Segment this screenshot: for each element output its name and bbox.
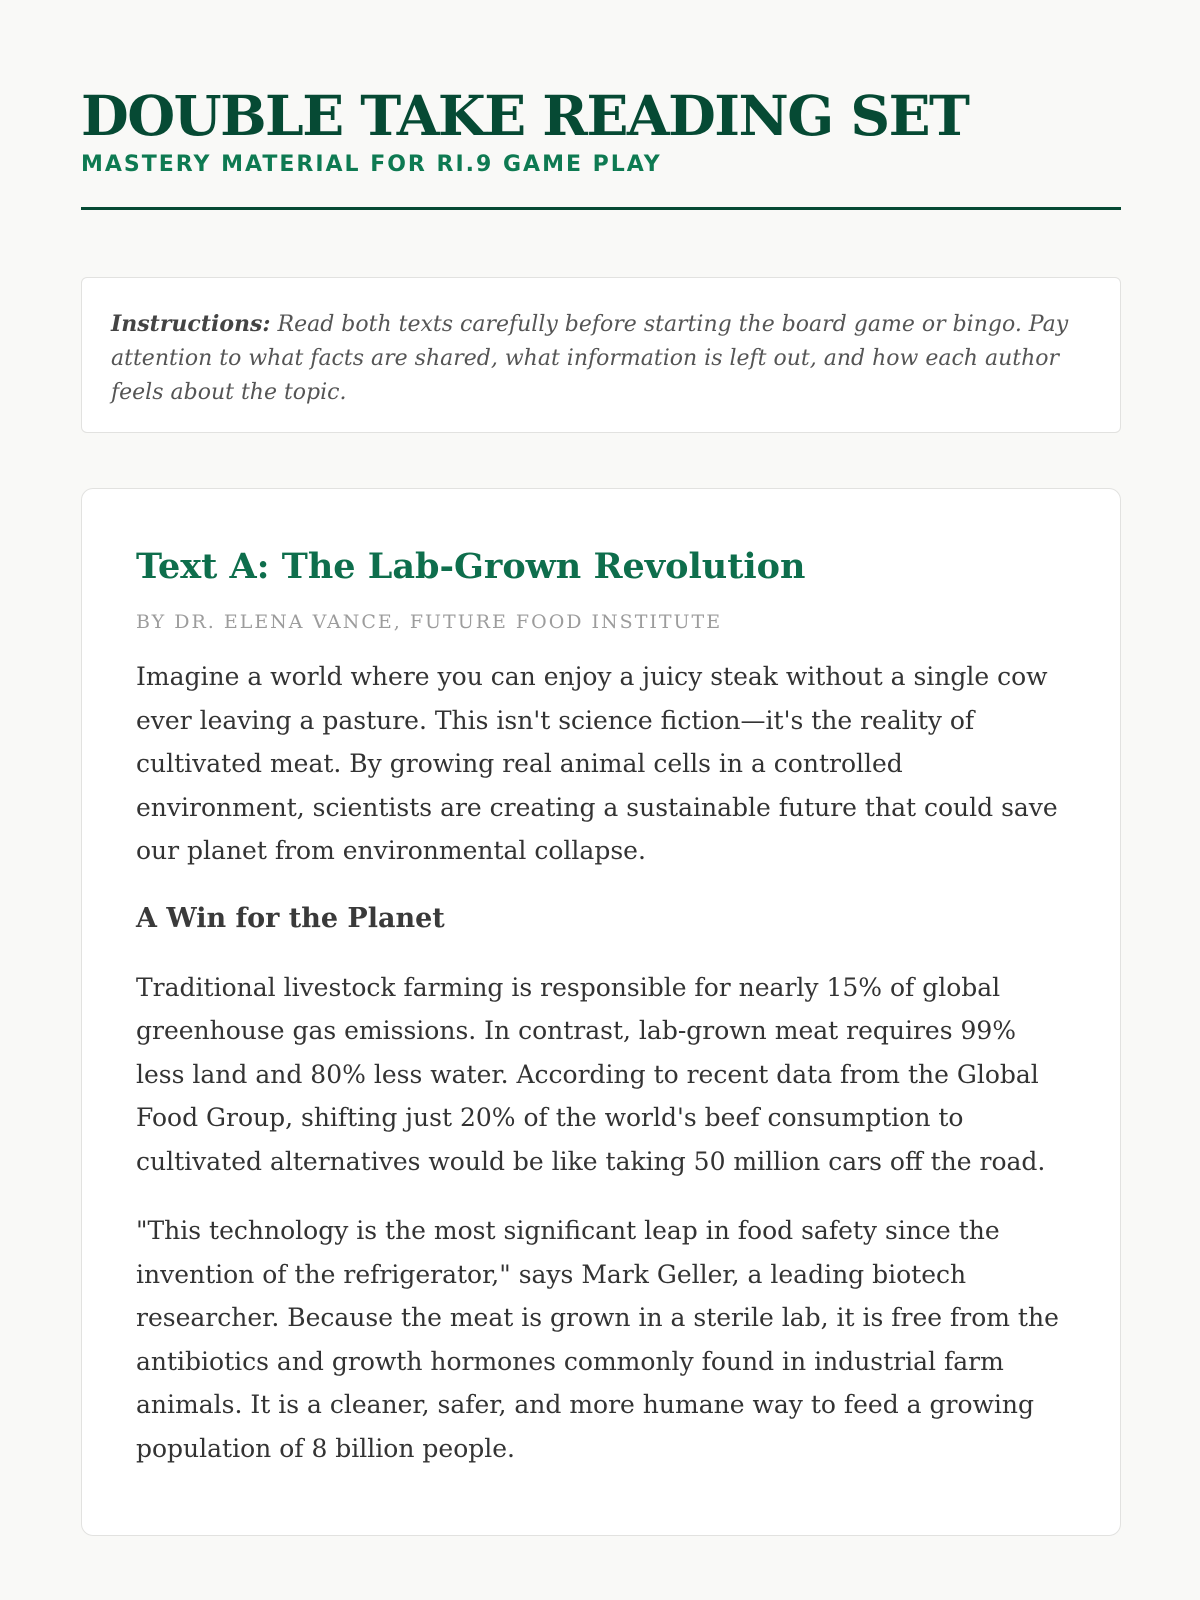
page-subtitle: MASTERY MATERIAL FOR RI.9 GAME PLAY — [81, 152, 662, 177]
instructions-box — [81, 277, 1121, 433]
instructions-label: Instructions: — [111, 311, 271, 337]
header-divider — [81, 207, 1121, 210]
section-heading: A Win for the Planet — [136, 902, 445, 934]
page-header — [81, 83, 1121, 177]
article-intro-paragraph: Imagine a world where you can enjoy a juicy steak without a single cow ever leaving a pasture. This isn't science fiction—it's the reality of cultivated meat. By growing real animal cells in a controlled environment, scientists are creating a sustainable future that could save our planet from environmental collapse. — [136, 662, 1058, 865]
article-title: Text A: The Lab-Grown Revolution — [136, 546, 806, 587]
instructions-text: Read both texts carefully before starting the board game or bingo. Pay attention to what facts are shared, what information is left out, and how each author feels about the topic. — [111, 312, 1069, 405]
page-title: DOUBLE TAKE READING SET — [81, 83, 969, 148]
article-byline: BY DR. ELENA VANCE, FUTURE FOOD INSTITUTE — [136, 611, 723, 633]
article-paragraph-2: Traditional livestock farming is responsible for nearly 15% of global greenhouse gas emissions. In contrast, lab-grown meat requires 99% less land and 80% less water. According to recent data from the Global Food Group, shifting just 20% of the world's beef consumption to cultivated alternatives would be like taking 50 million cars off the road. — [136, 972, 1046, 1176]
article-paragraph-3: "This technology is the most significant leap in food safety since the invention of the refrigerator," says Mark Geller, a leading biotech researcher. Because the meat is grown in a sterile lab, it is free from the antibiotics and growth hormones commonly found in industrial farm animals. It is a cleaner, safer, and more humane way to feed a growing population of 8 billion people. — [136, 1216, 1059, 1463]
article-card — [81, 488, 1121, 1536]
